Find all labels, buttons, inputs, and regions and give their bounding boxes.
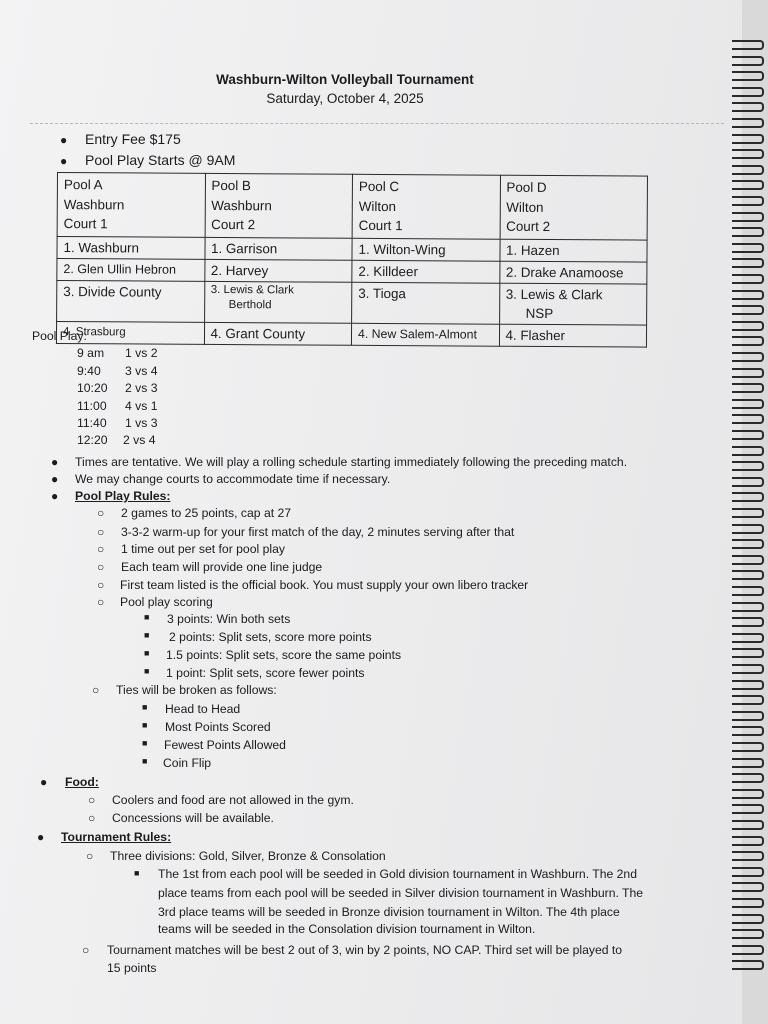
pool-d-team-2: 2. Drake Anamoose (499, 261, 647, 284)
coil-loop (732, 539, 764, 549)
coil-loop (732, 508, 764, 518)
coil-loop (732, 118, 764, 128)
coil-loop (732, 648, 764, 658)
coil-loop (732, 212, 764, 222)
coil-loop (732, 929, 764, 939)
coil-loop (732, 633, 764, 643)
pool-d-team-4: 4. Flasher (499, 324, 647, 347)
coil-loop (732, 617, 764, 627)
coil-loop (732, 258, 764, 268)
bullet-icon: ● (60, 154, 68, 168)
coil-loop (732, 711, 764, 721)
coil-loop (732, 477, 764, 487)
bullet-icon: ● (51, 489, 59, 503)
coil-loop (732, 586, 764, 596)
coil-loop (732, 695, 764, 705)
coil-loop (732, 664, 764, 674)
note-tentative: Times are tentative. We will play a rolling schedule starting immediately following the preceding match. (75, 455, 628, 469)
coil-loop (732, 430, 764, 440)
scoring-item: 3 points: Win both sets (167, 612, 291, 626)
note-courts: We may change courts to accommodate time if necessary. (75, 472, 391, 486)
coil-loop (732, 851, 764, 861)
circle-bullet-icon: ○ (97, 595, 105, 609)
coil-loop (732, 680, 764, 690)
coil-loop (732, 914, 764, 924)
pool-b-team-2: 2. Harvey (204, 259, 352, 282)
coil-loop (732, 773, 764, 783)
coil-loop (732, 305, 764, 315)
pool-a-header: Pool A Washburn Court 1 (57, 173, 205, 237)
coil-loop (732, 102, 764, 112)
bullet-icon: ● (51, 472, 59, 486)
coil-loop (732, 726, 764, 736)
coil-loop (732, 368, 764, 378)
coil-loop (732, 570, 764, 580)
scoring-item: 1.5 points: Split sets, score the same points (166, 648, 402, 662)
schedule-match: 1 vs 3 (125, 416, 158, 430)
rule-item: Each team will provide one line judge (121, 560, 323, 574)
square-bullet-icon: ■ (144, 648, 150, 658)
square-bullet-icon: ■ (142, 720, 148, 730)
match-format-line: 15 points (107, 961, 157, 975)
bullet-icon: ● (40, 775, 48, 789)
food-heading: Food: (65, 775, 99, 789)
coil-loop (732, 399, 764, 409)
pool-play-label: Pool Play: (32, 329, 87, 343)
coil-loop (732, 602, 764, 612)
schedule-time: 10:20 (77, 381, 108, 395)
coil-loop (732, 820, 764, 830)
circle-bullet-icon: ○ (97, 506, 105, 520)
bullet-icon: ● (60, 133, 68, 147)
circle-bullet-icon: ○ (88, 811, 96, 825)
scoring-item: 1 point: Split sets, score fewer points (166, 666, 365, 680)
circle-bullet-icon: ○ (92, 683, 100, 697)
coil-loop (732, 71, 764, 81)
rule-item: 2 games to 25 points, cap at 27 (121, 506, 292, 520)
coil-loop (732, 492, 764, 502)
pool-a-team-1: 1. Washburn (57, 236, 205, 259)
coil-loop (732, 742, 764, 752)
pool-play-rules-heading: Pool Play Rules: (75, 489, 171, 503)
pool-d-header: Pool D Wilton Court 2 (500, 175, 648, 239)
circle-bullet-icon: ○ (97, 560, 105, 574)
coil-loop (732, 383, 764, 393)
circle-bullet-icon: ○ (82, 943, 90, 957)
coil-loop (732, 40, 764, 50)
coil-loop (732, 290, 764, 300)
schedule-time: 11:00 (77, 399, 107, 413)
square-bullet-icon: ■ (134, 868, 140, 878)
coil-loop (732, 134, 764, 144)
rule-item: Pool play scoring (120, 595, 213, 609)
spiral-binding (726, 40, 768, 980)
pool-b-team-4: 4. Grant County (204, 322, 352, 345)
coil-loop (732, 274, 764, 284)
food-item: Coolers and food are not allowed in the gym. (112, 793, 354, 807)
coil-loop (732, 758, 764, 768)
coil-loop (732, 180, 764, 190)
square-bullet-icon: ■ (142, 702, 148, 712)
pool-c-team-3: 3. Tioga (352, 282, 500, 324)
coil-loop (732, 524, 764, 534)
coil-loop (732, 56, 764, 66)
coil-loop (732, 196, 764, 206)
rule-item: First team listed is the official book. You must supply your own libero tracker (120, 578, 529, 592)
seeding-line: The 1st from each pool will be seeded in Gold division tournament in Washburn. The 2nd (158, 867, 637, 881)
rule-item: 3-3-2 warm-up for your first match of the day, 2 minutes serving after that (121, 525, 515, 539)
pool-b-team-3: 3. Lewis & Clark Berthold (204, 281, 352, 323)
pool-b-header: Pool B Washburn Court 2 (205, 173, 353, 237)
coil-loop (732, 804, 764, 814)
coil-loop (732, 555, 764, 565)
schedule-time: 12:20 (77, 433, 108, 447)
bullet-icon: ● (37, 830, 45, 844)
pool-a-team-2: 2. Glen Ullin Hebron (57, 258, 205, 281)
coil-loop (732, 945, 764, 955)
seeding-line: 3rd place teams will be seeded in Bronze division tournament in Wilton. The 4th place (158, 905, 620, 919)
document-date: Saturday, October 4, 2025 (266, 91, 424, 106)
tiebreaker-item: Fewest Points Allowed (164, 738, 286, 752)
ties-label: Ties will be broken as follows: (116, 683, 277, 697)
pools-table (56, 172, 648, 347)
rule-item: 1 time out per set for pool play (121, 542, 285, 556)
tiebreaker-item: Coin Flip (163, 756, 212, 770)
circle-bullet-icon: ○ (97, 525, 105, 539)
square-bullet-icon: ■ (144, 612, 150, 622)
pool-d-team-3: 3. Lewis & Clark NSP (499, 283, 647, 325)
square-bullet-icon: ■ (144, 666, 150, 676)
coil-loop (732, 960, 764, 970)
seeding-line: place teams from each pool will be seeded in Silver division tournament in Washburn. The (158, 886, 644, 900)
coil-loop (732, 789, 764, 799)
square-bullet-icon: ■ (144, 630, 150, 640)
divisions-text: Three divisions: Gold, Silver, Bronze & Consolation (110, 849, 386, 863)
pool-a-team-4: 4. Strasburg (56, 321, 204, 344)
coil-loop (732, 243, 764, 253)
circle-bullet-icon: ○ (86, 849, 94, 863)
coil-loop (732, 898, 764, 908)
pool-b-team-1: 1. Garrison (204, 237, 352, 260)
schedule-time: 11:40 (77, 416, 107, 430)
food-item: Concessions will be available. (112, 811, 274, 825)
circle-bullet-icon: ○ (88, 793, 96, 807)
tiebreaker-item: Most Points Scored (165, 720, 271, 734)
coil-loop (732, 165, 764, 175)
schedule-match: 3 vs 4 (125, 364, 158, 378)
coil-loop (732, 836, 764, 846)
square-bullet-icon: ■ (142, 738, 148, 748)
coil-loop (732, 352, 764, 362)
match-format-line: Tournament matches will be best 2 out of 3, win by 2 points, NO CAP. Third set will be played to (107, 943, 623, 957)
schedule-match: 2 vs 4 (123, 433, 156, 447)
square-bullet-icon: ■ (142, 756, 148, 766)
schedule-time: 9 am (77, 346, 105, 360)
coil-loop (732, 461, 764, 471)
pool-c-team-2: 2. Killdeer (352, 260, 500, 283)
coil-loop (732, 336, 764, 346)
schedule-match: 2 vs 3 (125, 381, 158, 395)
coil-loop (732, 149, 764, 159)
document-title: Washburn-Wilton Volleyball Tournament (216, 72, 474, 87)
coil-loop (732, 227, 764, 237)
pool-a-team-3: 3. Divide County (57, 280, 205, 322)
pool-c-team-1: 1. Wilton-Wing (352, 238, 500, 261)
coil-loop (732, 321, 764, 331)
coil-loop (732, 882, 764, 892)
entry-fee: Entry Fee $175 (85, 131, 181, 147)
bullet-icon: ● (51, 455, 59, 469)
schedule-time: 9:40 (77, 364, 101, 378)
schedule-match: 1 vs 2 (125, 346, 158, 360)
circle-bullet-icon: ○ (97, 542, 105, 556)
scoring-item: 2 points: Split sets, score more points (169, 630, 372, 644)
schedule-match: 4 vs 1 (125, 399, 158, 413)
coil-loop (732, 867, 764, 877)
coil-loop (732, 446, 764, 456)
header-divider (30, 123, 724, 125)
seeding-line: teams will be seeded in the Consolation division tournament in Wilton. (158, 922, 536, 936)
pool-play-start: Pool Play Starts @ 9AM (85, 152, 236, 168)
coil-loop (732, 414, 764, 424)
coil-loop (732, 87, 764, 97)
pool-c-header: Pool C Wilton Court 1 (352, 174, 500, 238)
pool-d-team-1: 1. Hazen (499, 239, 647, 262)
tiebreaker-item: Head to Head (165, 702, 241, 716)
circle-bullet-icon: ○ (97, 578, 105, 592)
pool-c-team-4: 4. New Salem-Almont (351, 323, 499, 346)
tournament-rules-heading: Tournament Rules: (61, 830, 172, 844)
